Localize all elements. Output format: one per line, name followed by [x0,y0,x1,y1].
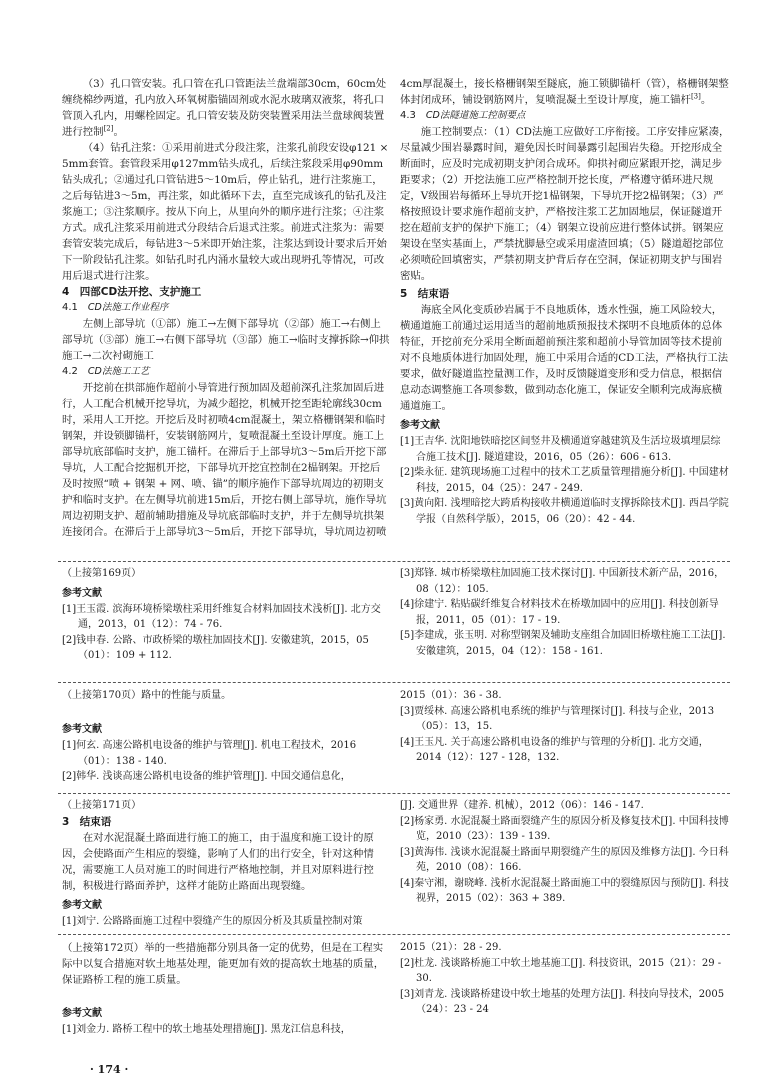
reference-item: [3]贾绥林. 高速公路机电系统的维护与管理探讨[J]. 科技与企业，2013（05）：13，15. [400,705,715,732]
continuation-p172-right [400,940,730,1052]
paragraph-orifice-pipe: （3）孔口管安装。孔口管在孔口管距法兰盘端部30cm，60cm处缠绕棉纱两道，孔内放入环氧树脂锚固剂或水泥水玻璃双液浆，将孔口管顶入孔内，用螺栓固定。孔口管安装及防突装置采用法兰盘球阀装置进行控制[2]。 [62,78,387,138]
reference-item: [1]刘金力. 路桥工程中的软土地基处理措施[J]. 黑龙江信息科技， [62,1024,351,1035]
reference-item: [J]. 交通世界（建养. 机械），2012（06）：146 - 147. [400,800,644,811]
paragraph-conclusion: 海底全风化变质砂岩属于不良地质体，透水性强，施工风险较大，横通道施工前通过运用适当的超前地质预报技术探明不良地质体的总体特征，开挖前充分采用全断面超前预注浆和超前小导管加固等技术提前对不良地质体进行加固处理，施工中采用合适的CD工法，严格执行工法要求，做好隧道监控量测工作，及时反馈隧道变形和受力信息，根据信息动态调整施工各项参数，做到动态化施工，保证安全顺利完成海底横通道施工。 [400,304,728,412]
reference-item: [3]刘青龙. 浅谈路桥建设中软土地基的处理方法[J]. 科技向导技术，2005（24）：23 - 24 [400,988,725,1015]
subsection-heading-4-2: 4.2 CD法施工工艺 [62,366,150,377]
paragraph-process: 开挖前在拱部施作超前小导管进行预加固及超前深孔注浆加固后进行，人工配合机械开挖导坑，为减少超挖，机械开挖至距轮廓线30cm时，采用人工开挖。开挖后及时初喷4cm混凝土，架立格栅钢架和临时钢架，并设锁脚锚杆，安装钢筋网片，复喷混凝土至设计厚度。施工上部导坑底部临时支护，施工锚杆。在滞后于上部导坑3～5m后开挖下部导坑，人工配合挖掘机开挖，下部导坑开挖宜控制在2榀钢架。开挖后及时按照“喷 + 钢架 + 网、喷、锚”的顺序施作下部导坑周边的初期支护和临时支护。在左侧导坑前进15m后，开挖右侧上部导坑，施作导坑周边初期支护、超前辅助措施及导坑底部临时支护，并于左侧导坑拱架连接闭合。在滞后于上部导坑3～5m后，开挖下部导坑，导坑周边初喷 [62,382,387,538]
continuation-p170-left [62,688,390,790]
reference-item: [4]徐建宁. 粘贴碳纤维复合材料技术在桥墩加固中的应用[J]. 科技创新导报，2011，05（01）：17 - 19. [400,599,719,626]
reference-item: [3]郑锋. 城市桥梁墩柱加固施工技术探讨[J]. 中国新技术新产品，2016，08（12）：105. [400,568,725,595]
section-divider [58,934,730,935]
reference-item: [1]王玉霞. 滨海环境桥梁墩柱采用纤维复合材料加固技术浅析[J]. 北方交通，2013，01（12）：74 - 76. [62,603,381,630]
continuation-p172-left [62,940,390,1052]
article-left-column [62,76,390,562]
reference-item: [3]黄海伟. 浅谈水泥混凝土路面早期裂缝产生的原因及维修方法[J]. 今日科苑，2010（08）：166. [400,846,729,873]
page-number: · 174 · [90,1063,129,1076]
continuation-p169-left [62,566,390,678]
citation: [3] [690,92,701,101]
continuation-p169-right [400,566,730,678]
reference-item: [2]钱申春. 公路、市政桥梁的墩柱加固技术[J]. 安徽建筑，2015，05（01）：109 + 112. [62,634,369,661]
reference-item: 2015（21）：28 - 29. [400,942,502,953]
section-divider [58,682,730,683]
reference-item: [4]秦守湘，谢晓峰. 浅析水泥混凝土路面施工中的裂缝原因与预防[J]. 科技视界，2015（02）：363 + 389. [400,877,729,904]
reference-item: [1]刘宁. 公路路面施工过程中裂缝产生的原因分析及其质量控制对策 [62,916,363,927]
references-heading: 参考文献 [62,900,102,911]
section-divider [58,561,730,562]
reference-item: 2015（01）：36 - 38. [400,690,502,701]
paragraph-drilling-grouting: （4）钻孔注浆：①采用前进式分段注浆，注浆孔前段安设φ121 × 5mm套管。套管段采用φ127mm钻头成孔，后续注浆段采用φ90mm钻头成孔；②通过孔口管钻进5～10m后，停止钻孔，进行注浆施工，之后每钻进3～5m，再注浆，如此循环下去，直至完成该孔的钻孔及注浆施工；③注浆顺序。按从下向上，从里向外的顺序进行注浆；④注浆方式。成孔注浆采用前进式分段结合后退式注浆。前进式注浆为：需要套管安装完成后，每钻进3～5米即开始注浆，注浆达到设计要求后开始下一阶段钻孔注浆。如钻孔时孔内涌水量较大或出现坍孔等情况，可改用后退式进行注浆。 [62,142,389,282]
continuation-p169 [62,566,730,678]
section-heading-4: 4 四部CD法开挖、支护施工 [62,286,202,298]
reference-item: [2]柴永征. 建筑现场施工过程中的技术工艺质量管理措施分析[J]. 中国建材科技，2015，04（25）：247 - 249. [400,467,729,494]
citation: [2] [103,124,114,133]
continuation-p170 [62,688,730,790]
references-heading: 参考文献 [62,724,102,735]
reference-item: [1]王吉华. 沈阳地铁暗挖区间竖井及横通道穿越建筑及生活垃圾填埋层综合施工技术[J]. 隧道建设，2016，05（26）：606 - 613. [400,436,721,463]
section-heading-5: 5 结束语 [400,288,450,300]
continuation-p171 [62,798,730,930]
reference-item: [3]黄向阳. 浅埋暗挖大跨盾构接收井横通道临时支撑拆除技术[J]. 西昌学院学报（自然科学版），2015，06（20）：42 - 44. [400,498,729,525]
reference-item: [4]王玉凡. 关于高速公路机电设备的维护与管理的分析[J]. 北方交通，2014（12）：127 - 128，132. [400,736,709,763]
reference-item: [5]李建成，张玉明. 对称型钢架及辅助支座组合加固旧桥墩柱施工工法[J]. 安徽建筑，2015，04（12）：158 - 161. [400,630,726,657]
continuation-p171-left [62,798,390,930]
paragraph-procedure: 左侧上部导坑（①部）施工→左侧下部导坑（②部）施工→右侧上部导坑（③部）施工→右侧下部导坑（③部）施工→临时支撑拆除→仰拱施工→二次衬砌施工 [62,318,390,362]
references-heading: 参考文献 [62,1008,102,1019]
paragraph-process-continued: 4cm厚混凝土，接长格栅钢架至隧底，施工锁脚锚杆（管），格栅钢架整体封闭成环，铺设钢筋网片，复喷混凝土至设计厚度，施工锚杆[3]。 [400,78,729,106]
subsection-heading-4-1: 4.1 CD法施工作业程序 [62,302,169,313]
reference-item: [2]韩华. 浅谈高速公路机电设备的维护管理[J]. 中国交通信息化， [62,771,351,782]
continuation-p171-right [400,798,730,930]
continuation-p170-right [400,688,730,790]
references-list [400,434,730,527]
section-heading-3: 3 结束语 [62,816,112,828]
continuation-p172 [62,940,730,1052]
continuation-label: （上接第169页） [62,568,142,579]
reference-item: [2]杨家勇. 水泥混凝土路面裂缝产生的原因分析及修复技术[J]. 中国科技博览，2010（23）：139 - 139. [400,815,729,842]
references-heading: 参考文献 [400,420,440,431]
section-divider [58,793,730,794]
reference-item: [1]何玄. 高速公路机电设备的维护与管理[J]. 机电工程技术，2016（01）：138 - 140. [62,740,357,767]
subsection-heading-4-3: 4.3 CD法隧道施工控制要点 [400,110,526,121]
continuation-text: （上接第172页）举的一些措施都分别具备一定的优势，但是在工程实际中以复合措施对软土地基处理，能更加有效的提高软土地基的质量，保证路桥工程的施工质量。 [62,942,385,986]
reference-item: [2]杜龙. 浅谈路桥施工中软土地基施工[J]. 科技资讯，2015（21）：29 - 30. [400,957,722,984]
references-heading: 参考文献 [62,587,102,599]
article-right-column [400,76,730,554]
paragraph-conclusion: 在对水泥混凝土路面进行施工的施工，由于温度和施工设计的原因，会使路面产生相应的裂缝，影响了人们的出行安全，针对这种情况，需要施工人员对施工的时间进行严格地控制，并且对原料进行控制，积极进行路面养护，这样才能防止路面出现裂缝。 [62,832,374,892]
paragraph-control-points: 施工控制要点：（1）CD法施工应做好工序衔接。工序安排应紧凑，尽量减少围岩暴露时间，避免因长时间暴露引起围岩失稳。开挖形成全断面时，应及时完成初期支护闭合成环。仰拱衬砌应紧跟开挖，满足步距要求；（2）开挖法施工应严格控制开挖长度，严格遵守循环进尺规定，V级围岩每循环上导坑开挖1榀钢架，下导坑开挖2榀钢架；（3）严格按照设计要求施作超前支护，严格按注浆工艺加固地层，保证隧道开挖在超前支护的保护下施工；（4）钢架立设前应进行整体试拼。钢架应架设在坚实基面上，严禁扰脚悬空或采用虚渣回填；（5）隧道超挖部位必须喷砼回填密实，严禁初期支护背后存在空洞，保证初期支护与围岩密贴。 [400,126,730,282]
continuation-text: （上接第170页）路中的性能与质量。 [62,690,232,701]
continuation-label: （上接第171页） [62,800,142,811]
